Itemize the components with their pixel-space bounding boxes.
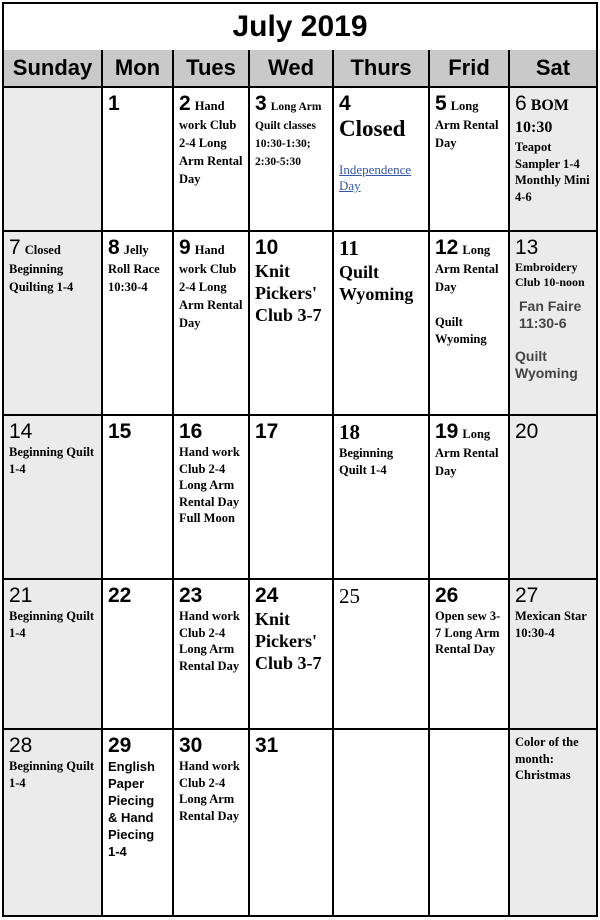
day-cell-11 — [334, 232, 430, 416]
day-number: 31 — [255, 734, 279, 757]
day-number: 8 — [108, 236, 120, 259]
event-text: Hand work Club 2-4 Long Arm Rental Day — [179, 99, 243, 186]
day-number: 13 — [515, 236, 539, 259]
event-text: Long Arm Rental Day — [435, 243, 499, 294]
day-cell-6 — [510, 88, 596, 232]
event-text: Hand work Club 2-4 Long Arm Rental Day — [179, 759, 240, 823]
event-text: Fan Faire 11:30-6 — [519, 298, 582, 331]
day-number: 27 — [515, 584, 539, 607]
day-cell-27 — [510, 580, 596, 730]
day-number: 11 — [339, 236, 359, 260]
day-number: 19 — [435, 420, 459, 443]
day-number: 7 — [9, 236, 21, 259]
day-cell-17 — [250, 416, 334, 580]
day-number: 28 — [9, 734, 33, 757]
event-text: BOM 10:30 — [515, 97, 569, 136]
day-number: 17 — [255, 420, 279, 443]
event-text: Mexican Star 10:30-4 — [515, 609, 587, 640]
day-cell-14 — [4, 416, 103, 580]
event-text: Knit Pickers' Club 3-7 — [255, 261, 322, 325]
day-cell-21 — [4, 580, 103, 730]
event-text: Long Arm Rental Day — [435, 427, 499, 478]
day-number: 12 — [435, 236, 459, 259]
event-text: Hand work Club 2-4 Long Arm Rental Day Full Moon — [179, 445, 240, 525]
event-text: Open sew 3-7 Long Arm Rental Day — [435, 609, 501, 656]
day-number: 5 — [435, 92, 447, 115]
day-number: 30 — [179, 734, 203, 757]
event-text: Beginning Quilt 1-4 — [9, 609, 95, 640]
event-text: Closed Beginning Quilting 1-4 — [9, 243, 74, 294]
day-cell-5 — [430, 88, 510, 232]
header-frid: Frid — [430, 50, 510, 88]
day-number: 26 — [435, 584, 459, 607]
day-cell-12 — [430, 232, 510, 416]
day-cell-19 — [430, 416, 510, 580]
day-cell-25 — [334, 580, 430, 730]
day-number: 21 — [9, 584, 33, 607]
header-thurs: Thurs — [334, 50, 430, 88]
day-cell-29 — [103, 730, 174, 915]
day-number: 20 — [515, 420, 539, 443]
day-cell-30 — [174, 730, 250, 915]
day-number: 10 — [255, 236, 279, 259]
day-cell-15 — [103, 416, 174, 580]
day-number: 14 — [9, 420, 33, 443]
event-text: Long Arm Rental Day — [435, 99, 499, 150]
event-text: Quilt Wyoming — [339, 262, 414, 304]
day-number: 4 — [339, 92, 351, 115]
header-tues: Tues — [174, 50, 250, 88]
closed-label: Closed — [339, 116, 406, 141]
day-cell-8 — [103, 232, 174, 416]
day-cell-1 — [103, 88, 174, 232]
day-cell-13 — [510, 232, 596, 416]
color-of-month-cell — [510, 730, 596, 915]
day-cell-9 — [174, 232, 250, 416]
day-cell-2 — [174, 88, 250, 232]
day-number: 22 — [108, 584, 132, 607]
day-cell-empty — [4, 88, 103, 232]
day-number: 6 — [515, 92, 527, 115]
day-number: 25 — [339, 584, 360, 608]
day-cell-7 — [4, 232, 103, 416]
event-text: Jelly Roll Race 10:30-4 — [108, 243, 160, 294]
day-number: 3 — [255, 92, 267, 115]
day-number: 29 — [108, 734, 132, 757]
holiday-link[interactable]: Independence Day — [339, 162, 412, 193]
calendar — [2, 2, 598, 917]
event-text: Quilt Wyoming — [515, 348, 578, 381]
color-of-month-text: Color of the month: Christmas — [515, 735, 579, 782]
event-text: Knit Pickers' Club 3-7 — [255, 609, 322, 673]
header-mon: Mon — [103, 50, 174, 88]
event-text: Long Arm Quilt classes 10:30-1:30; 2:30-5:30 — [255, 101, 322, 168]
day-cell-20 — [510, 416, 596, 580]
header-sat: Sat — [510, 50, 596, 88]
day-cell-empty — [334, 730, 430, 915]
event-text: Quilt Wyoming — [435, 315, 487, 346]
day-number: 1 — [108, 92, 120, 115]
day-cell-31 — [250, 730, 334, 915]
day-cell-26 — [430, 580, 510, 730]
day-number: 9 — [179, 236, 191, 259]
day-cell-empty — [430, 730, 510, 915]
day-number: 2 — [179, 92, 191, 115]
day-cell-22 — [103, 580, 174, 730]
day-cell-4 — [334, 88, 430, 232]
event-text: Beginning Quilt 1-4 — [339, 446, 394, 477]
day-cell-10 — [250, 232, 334, 416]
day-cell-28 — [4, 730, 103, 915]
event-text: Hand work Club 2-4 Long Arm Rental Day — [179, 609, 240, 673]
event-text: Beginning Quilt 1-4 — [9, 759, 95, 790]
header-wed: Wed — [250, 50, 334, 88]
event-text: Embroidery Club 10-noon — [515, 260, 585, 289]
day-cell-23 — [174, 580, 250, 730]
calendar-title: July 2019 — [4, 4, 596, 52]
event-text: Beginning Quilt 1-4 — [9, 445, 95, 476]
day-number: 15 — [108, 420, 132, 443]
day-cell-18 — [334, 416, 430, 580]
event-text: Teapot Sampler 1-4 Monthly Mini 4-6 — [515, 140, 590, 204]
event-text: English Paper Piecing & Hand Piecing 1-4 — [108, 759, 155, 859]
day-number: 23 — [179, 584, 203, 607]
day-number: 16 — [179, 420, 203, 443]
event-text: Hand work Club 2-4 Long Arm Rental Day — [179, 243, 243, 330]
day-cell-24 — [250, 580, 334, 730]
day-number: 18 — [339, 420, 360, 444]
day-number: 24 — [255, 584, 279, 607]
header-sunday: Sunday — [4, 50, 103, 88]
day-cell-16 — [174, 416, 250, 580]
day-cell-3 — [250, 88, 334, 232]
